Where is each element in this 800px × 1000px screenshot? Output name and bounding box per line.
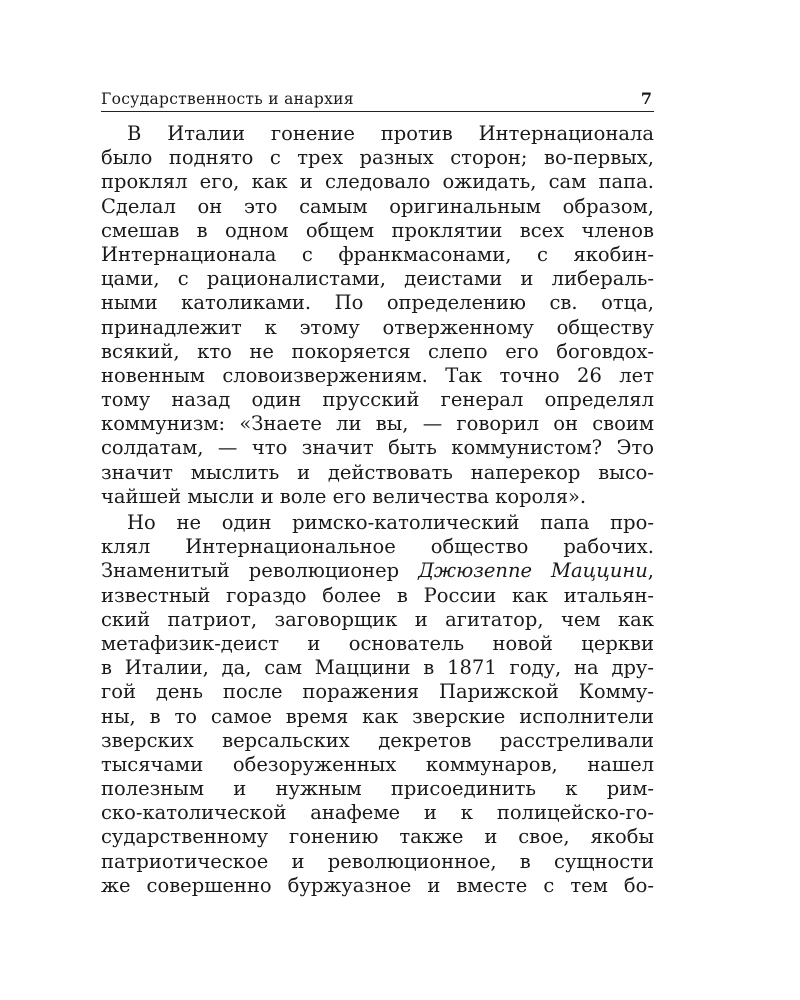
text-line: тому назад один прусский генерал определял	[101, 388, 654, 412]
text-line: проклял его, как и следовало ожидать, сам папа.	[101, 170, 654, 194]
text-line: полезным и нужным присоединить к рим-	[101, 777, 654, 801]
text-line: цами, с рационалистами, деистами и либераль-	[101, 267, 654, 291]
text-line: гой день после поражения Парижской Комму-	[101, 680, 654, 704]
text-line: ными католиками. По определению св. отца,	[101, 291, 654, 315]
text-line: клял Интернациональное общество рабочих.	[101, 535, 654, 559]
text-line: принадлежит к этому отверженному обществу	[101, 315, 654, 339]
italic-name: Джюзеппе Маццини	[418, 559, 648, 583]
text-line: же совершенно буржуазное и вместе с тем бо-	[101, 873, 654, 897]
text-line: ско-католической анафеме и к полицейско-го-	[101, 801, 654, 825]
text-line: Но не один римско-католический папа про-	[127, 511, 654, 534]
running-header	[101, 84, 654, 112]
book-page	[101, 84, 654, 898]
text-line: тысячами обезоруженных коммунаров, нашел	[101, 752, 654, 776]
running-title: Государственность и анархия	[101, 90, 354, 108]
text-line-with-name	[101, 559, 654, 583]
text-line: известный гораздо более в России как итальян-	[101, 583, 654, 607]
text-fragment: ,	[647, 559, 654, 583]
text-line: Сделал он это самым оригинальным образом,	[101, 194, 654, 218]
text-line: Интернационала с франкмасонами, с якобин-	[101, 242, 654, 266]
paragraph-1	[101, 122, 654, 509]
text-line: новенным словоизвержениям. Так точно 26 лет	[101, 363, 654, 387]
text-line: сударственному гонению также и свое, якобы	[101, 825, 654, 849]
text-line: значит мыслить и действовать наперекор высо-	[101, 460, 654, 484]
body-text	[101, 122, 654, 898]
text-line: ский патриот, заговорщик и агитатор, чем как	[101, 607, 654, 631]
text-line: коммунизм: «Знаете ли вы, — говорил он своим	[101, 412, 654, 436]
text-line: патриотическое и революционное, в сущности	[101, 849, 654, 873]
text-line: чайшей мысли и воле его величества короля».	[101, 484, 587, 508]
text-line: было поднято с трех разных сторон; во-первых,	[101, 146, 654, 170]
text-line: в Италии, да, сам Маццини в 1871 году, на дру-	[101, 656, 654, 680]
text-line: всякий, кто не покоряется слепо его боговдох-	[101, 339, 654, 363]
text-line: смешав в одном общем проклятии всех членов	[101, 218, 654, 242]
text-line: ны, в то самое время как зверские исполнители	[101, 704, 654, 728]
text-fragment: Знаменитый революционер	[101, 559, 419, 583]
text-line: В Италии гонение против Интернационала	[127, 122, 654, 145]
text-line: метафизик-деист и основатель новой церкви	[101, 631, 654, 655]
text-line: зверских версальских декретов расстреливали	[101, 728, 654, 752]
text-line: солдатам, — что значит быть коммунистом? Это	[101, 436, 654, 460]
paragraph-2	[101, 511, 654, 898]
page-number: 7	[640, 89, 652, 108]
